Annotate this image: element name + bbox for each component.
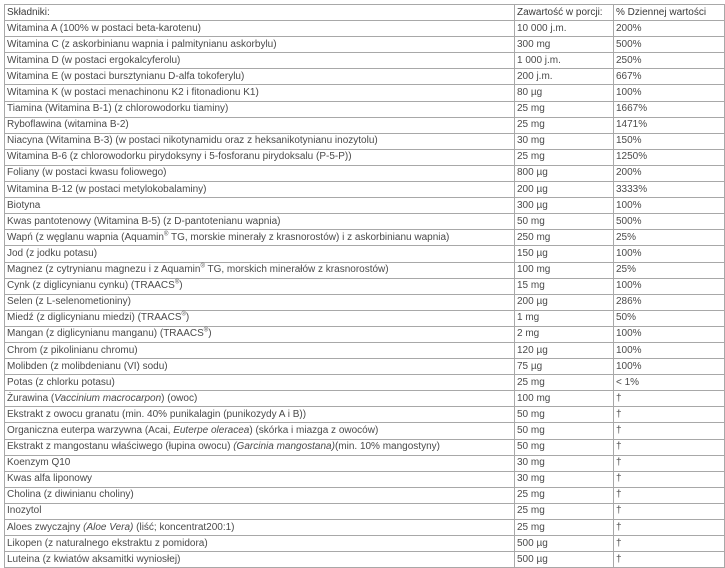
- ingredient-cell: [5, 182, 515, 198]
- ingredient-cell: [5, 246, 515, 262]
- daily-value-cell: 100%: [614, 359, 725, 375]
- ingredient-text-post: ) (skórka i miazga z owoców): [249, 424, 379, 436]
- amount-cell: 2 mg: [515, 326, 614, 342]
- ingredient-text-sup: ®: [203, 328, 209, 335]
- table-row: [5, 198, 725, 214]
- ingredient-cell: [5, 520, 515, 536]
- table-row: [5, 407, 725, 423]
- ingredient-text-pre: Mangan (z diglicynianu manganu) (TRAACS: [7, 328, 204, 340]
- ingredient-text-pre: Inozytol: [7, 505, 42, 517]
- table-row: [5, 230, 725, 246]
- ingredient-cell: [5, 503, 515, 519]
- ingredient-text-sup: ®: [181, 312, 186, 318]
- ingredient-cell: [5, 471, 515, 487]
- ingredient-cell: [5, 294, 515, 310]
- table-row: [5, 503, 725, 519]
- ingredient-text-pre: Witamina B-6 (z chlorowodorku pirydoksyny i 5-fosforanu pirydoksalu (P-5-P)): [7, 151, 352, 163]
- ingredient-text-pre: Cholina (z diwinianu choliny): [7, 489, 134, 501]
- ingredient-cell: [5, 214, 515, 230]
- ingredient-cell: [5, 149, 515, 165]
- ingredient-cell: [5, 536, 515, 552]
- ingredient-cell: [5, 101, 515, 117]
- amount-cell: 100 mg: [515, 391, 614, 407]
- daily-value-cell: 25%: [614, 262, 725, 278]
- table-row: [5, 326, 725, 342]
- table-row: [5, 53, 725, 69]
- ingredient-text-pre: Likopen (z naturalnego ekstraktu z pomidora): [7, 537, 208, 549]
- ingredient-text-pre: Ekstrakt z owocu granatu (min. 40% punikalagin (punikozydy A i B)): [7, 408, 307, 420]
- ingredient-text-pre: Potas (z chlorku potasu): [7, 376, 115, 388]
- amount-cell: 25 mg: [515, 101, 614, 117]
- ingredient-text-post: ) (owoc): [161, 392, 198, 404]
- ingredient-cell: [5, 262, 515, 278]
- daily-value-cell: 200%: [614, 21, 725, 37]
- ingredient-text-pre: Kwas alfa liponowy: [7, 473, 93, 485]
- ingredient-cell: [5, 21, 515, 37]
- ingredient-text-pre: Foliany (w postaci kwasu foliowego): [7, 167, 167, 179]
- ingredient-cell: [5, 310, 515, 326]
- ingredient-text-pre: Tiamina (Witamina B-1) (z chlorowodorku tiaminy): [7, 103, 229, 115]
- amount-cell: 25 mg: [515, 149, 614, 165]
- table-row: [5, 246, 725, 262]
- ingredient-text-post: ): [179, 280, 183, 292]
- daily-value-cell: 25%: [614, 230, 725, 246]
- ingredient-text-pre: Witamina D (w postaci ergokalcyferolu): [7, 54, 181, 66]
- ingredient-text-post: (liść; koncentrat200:1): [133, 521, 235, 533]
- ingredient-text-post: ): [185, 312, 190, 324]
- ingredient-text-pre: Ryboflawina (witamina B-2): [7, 119, 129, 131]
- ingredient-text-pre: Molibden (z molibdenianu (VI) sodu): [7, 360, 168, 372]
- daily-value-cell: 100%: [614, 326, 725, 342]
- daily-value-cell: 100%: [614, 342, 725, 358]
- amount-cell: 800 µg: [515, 165, 614, 181]
- ingredient-cell: [5, 133, 515, 149]
- amount-cell: 200 µg: [515, 182, 614, 198]
- table-body: [5, 21, 725, 568]
- daily-value-cell: †: [614, 455, 725, 471]
- table-row: [5, 117, 725, 133]
- daily-value-cell: †: [614, 536, 725, 552]
- table-row: [5, 439, 725, 455]
- ingredient-text-pre: Witamina B-12 (w postaci metylokobalaminy): [7, 183, 207, 195]
- amount-cell: 1 000 j.m.: [515, 53, 614, 69]
- ingredient-text-pre: Aloes zwyczajny: [7, 521, 84, 533]
- ingredient-text-post: TG, morskich minerałów z krasnorostów): [204, 264, 389, 276]
- amount-cell: 80 µg: [515, 85, 614, 101]
- ingredient-cell: [5, 230, 515, 246]
- ingredient-text-ital: Vaccinium macrocarpon: [54, 392, 162, 404]
- ingredient-text-pre: Chrom (z pikolinianu chromu): [7, 344, 138, 356]
- daily-value-cell: †: [614, 423, 725, 439]
- daily-value-cell: 500%: [614, 37, 725, 53]
- ingredient-text-pre: Magnez (z cytrynianu magnezu i z Aquamin: [7, 264, 201, 276]
- ingredient-text-ital: Euterpe oleracea: [173, 424, 250, 436]
- ingredient-cell: [5, 439, 515, 455]
- ingredient-text-pre: Organiczna euterpa warzywna (Acai,: [7, 424, 174, 436]
- daily-value-cell: †: [614, 487, 725, 503]
- ingredient-text-pre: Witamina E (w postaci bursztynianu D-alfa tokoferylu): [7, 70, 245, 82]
- daily-value-cell: †: [614, 439, 725, 455]
- amount-cell: 25 mg: [515, 487, 614, 503]
- amount-cell: 500 µg: [515, 536, 614, 552]
- table-row: [5, 471, 725, 487]
- table-row: [5, 310, 725, 326]
- table-row: [5, 165, 725, 181]
- table-row: [5, 520, 725, 536]
- daily-value-cell: †: [614, 391, 725, 407]
- table-row: [5, 294, 725, 310]
- ingredient-text-post: ): [208, 328, 212, 340]
- header-amount: Zawartość w porcji:: [515, 5, 614, 21]
- amount-cell: 120 µg: [515, 342, 614, 358]
- ingredient-cell: [5, 326, 515, 342]
- ingredient-text-pre: Witamina C (z askorbinianu wapnia i palmitynianu askorbylu): [7, 38, 277, 50]
- amount-cell: 50 mg: [515, 423, 614, 439]
- daily-value-cell: †: [614, 503, 725, 519]
- ingredient-cell: [5, 69, 515, 85]
- table-row: [5, 342, 725, 358]
- ingredient-cell: [5, 117, 515, 133]
- table-row: [5, 37, 725, 53]
- daily-value-cell: †: [614, 520, 725, 536]
- amount-cell: 25 mg: [515, 375, 614, 391]
- ingredient-cell: [5, 407, 515, 423]
- daily-value-cell: 100%: [614, 278, 725, 294]
- ingredient-text-pre: Jod (z jodku potasu): [7, 247, 98, 259]
- table-row: [5, 262, 725, 278]
- daily-value-cell: 1471%: [614, 117, 725, 133]
- ingredient-text-ital: (Garcinia mangostana): [233, 441, 335, 453]
- ingredient-cell: [5, 37, 515, 53]
- ingredient-text-pre: Witamina K (w postaci menachinonu K2 i fitonadionu K1): [7, 87, 259, 99]
- table-header-row: [5, 5, 725, 21]
- ingredient-text-pre: Koenzym Q10: [7, 457, 71, 469]
- daily-value-cell: 200%: [614, 165, 725, 181]
- amount-cell: 50 mg: [515, 439, 614, 455]
- amount-cell: 300 µg: [515, 198, 614, 214]
- supplement-facts-table: [4, 4, 725, 568]
- ingredient-cell: [5, 165, 515, 181]
- daily-value-cell: 100%: [614, 246, 725, 262]
- amount-cell: 10 000 j.m.: [515, 21, 614, 37]
- daily-value-cell: 3333%: [614, 182, 725, 198]
- daily-value-cell: 286%: [614, 294, 725, 310]
- ingredient-cell: [5, 391, 515, 407]
- amount-cell: 25 mg: [515, 503, 614, 519]
- ingredient-text-pre: Biotyna: [7, 199, 41, 211]
- table-row: [5, 214, 725, 230]
- daily-value-cell: 50%: [614, 310, 725, 326]
- ingredient-text-pre: Selen (z L-selenometioniny): [7, 296, 131, 308]
- table-row: [5, 375, 725, 391]
- table-row: [5, 423, 725, 439]
- ingredient-cell: [5, 423, 515, 439]
- ingredient-cell: [5, 53, 515, 69]
- amount-cell: 30 mg: [515, 471, 614, 487]
- table-row: [5, 455, 725, 471]
- ingredient-cell: [5, 198, 515, 214]
- header-ingredients: Składniki:: [5, 5, 515, 21]
- daily-value-cell: †: [614, 407, 725, 423]
- daily-value-cell: 667%: [614, 69, 725, 85]
- amount-cell: 200 j.m.: [515, 69, 614, 85]
- ingredient-text-pre: Witamina A (100% w postaci beta-karotenu): [7, 22, 201, 34]
- table-row: [5, 133, 725, 149]
- amount-cell: 30 mg: [515, 455, 614, 471]
- amount-cell: 500 µg: [515, 552, 614, 568]
- amount-cell: 30 mg: [515, 133, 614, 149]
- table-row: [5, 21, 725, 37]
- amount-cell: 25 mg: [515, 117, 614, 133]
- table-row: [5, 391, 725, 407]
- table-row: [5, 149, 725, 165]
- amount-cell: 250 mg: [515, 230, 614, 246]
- ingredient-cell: [5, 359, 515, 375]
- table-row: [5, 536, 725, 552]
- daily-value-cell: 100%: [614, 85, 725, 101]
- table-row: [5, 85, 725, 101]
- amount-cell: 100 mg: [515, 262, 614, 278]
- ingredient-text-pre: Kwas pantotenowy (Witamina B-5) (z D-pantotenianu wapnia): [7, 215, 281, 227]
- header-daily-value: % Dziennej wartości: [614, 5, 725, 21]
- daily-value-cell: 250%: [614, 53, 725, 69]
- amount-cell: 50 mg: [515, 407, 614, 423]
- amount-cell: 300 mg: [515, 37, 614, 53]
- daily-value-cell: 500%: [614, 214, 725, 230]
- table-row: [5, 69, 725, 85]
- amount-cell: 50 mg: [515, 214, 614, 230]
- daily-value-cell: 1667%: [614, 101, 725, 117]
- ingredient-cell: [5, 487, 515, 503]
- amount-cell: 1 mg: [515, 310, 614, 326]
- ingredient-cell: [5, 342, 515, 358]
- table-row: [5, 359, 725, 375]
- ingredient-cell: [5, 278, 515, 294]
- daily-value-cell: 1250%: [614, 149, 725, 165]
- daily-value-cell: 150%: [614, 133, 725, 149]
- ingredient-cell: [5, 375, 515, 391]
- table-row: [5, 487, 725, 503]
- amount-cell: 15 mg: [515, 278, 614, 294]
- ingredient-text-sup: ®: [174, 279, 180, 286]
- daily-value-cell: < 1%: [614, 375, 725, 391]
- ingredient-text-pre: Wapń (z węglanu wapnia (Aquamin: [7, 231, 164, 243]
- ingredient-text-post: TG, morskie minerały z krasnorostów) i z askorbinianu wapnia): [168, 231, 450, 243]
- ingredient-text-pre: Niacyna (Witamina B-3) (w postaci nikotynamidu oraz z heksanikotynianu inozytolu): [7, 135, 378, 147]
- ingredient-text-pre: Cynk (z diglicynianu cynku) (TRAACS: [7, 280, 175, 292]
- table-row: [5, 278, 725, 294]
- table-row: [5, 101, 725, 117]
- ingredient-cell: [5, 455, 515, 471]
- amount-cell: 75 µg: [515, 359, 614, 375]
- ingredient-text-sup: ®: [200, 263, 205, 270]
- table-row: [5, 552, 725, 568]
- ingredient-text-pre: Żurawina (: [7, 392, 55, 404]
- ingredient-cell: [5, 552, 515, 568]
- daily-value-cell: †: [614, 471, 725, 487]
- table-row: [5, 182, 725, 198]
- amount-cell: 25 mg: [515, 520, 614, 536]
- ingredient-cell: [5, 85, 515, 101]
- daily-value-cell: †: [614, 552, 725, 568]
- daily-value-cell: 100%: [614, 198, 725, 214]
- ingredient-text-pre: Ekstrakt z mangostanu właściwego (łupina owocu): [7, 441, 234, 453]
- ingredient-text-pre: Miedź (z diglicynianu miedzi) (TRAACS: [7, 312, 182, 324]
- ingredient-text-post: (min. 10% mangostyny): [334, 441, 440, 453]
- ingredient-text-pre: Luteina (z kwiatów aksamitki wyniosłej): [7, 553, 181, 565]
- supplement-facts-wrapper: [4, 4, 711, 565]
- amount-cell: 200 µg: [515, 294, 614, 310]
- amount-cell: 150 µg: [515, 246, 614, 262]
- ingredient-text-sup: ®: [163, 231, 169, 238]
- ingredient-text-ital: (Aloe Vera): [83, 521, 134, 533]
